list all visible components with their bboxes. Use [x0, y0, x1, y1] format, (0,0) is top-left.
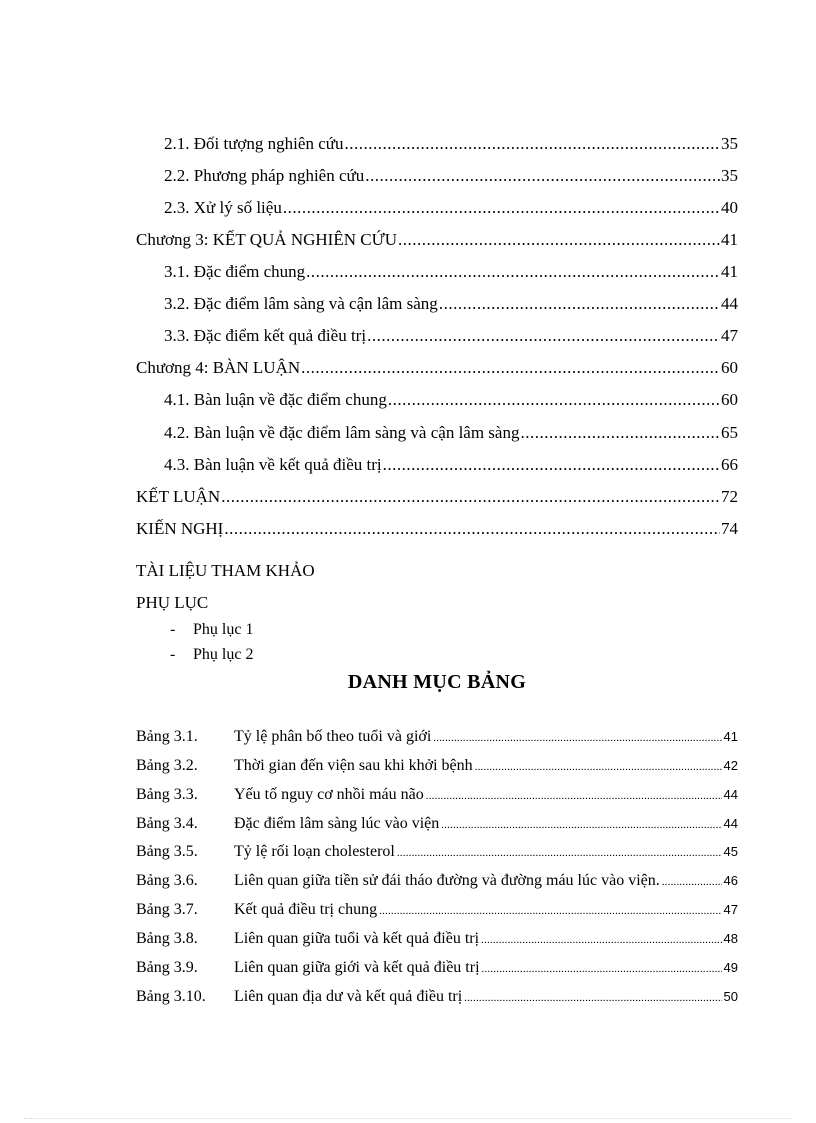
- toc-leader-dots: [301, 356, 720, 380]
- toc-entry-label: 3.3. Đặc điểm kết quả điều trị: [164, 326, 367, 345]
- table-page: 44: [723, 787, 738, 802]
- table-list-row[interactable]: [136, 869, 738, 893]
- toc-entry-label: KẾT LUẬN: [136, 487, 221, 506]
- toc-entry-page: 35: [721, 166, 738, 185]
- toc-entry-page: 35: [721, 134, 738, 153]
- table-list-heading: DANH MỤC BẢNG: [347, 671, 527, 693]
- appendix-item-label: Phụ lục 2: [193, 646, 254, 663]
- toc-leader-dots: [283, 196, 720, 220]
- toc-leader-dots: [439, 292, 720, 316]
- toc-leader-dots: [224, 517, 720, 541]
- toc-entry-label: 2.3. Xử lý số liệu: [164, 198, 282, 217]
- table-number: Bảng 3.6.: [136, 872, 198, 889]
- toc-entry-page: 65: [721, 423, 738, 442]
- table-number: Bảng 3.4.: [136, 815, 198, 832]
- toc-entry[interactable]: [164, 260, 738, 284]
- table-title: Yếu tố nguy cơ nhồi máu não: [234, 786, 424, 803]
- toc-leader-dots: [383, 453, 720, 477]
- toc-leader-dots: [344, 132, 720, 156]
- table-list-row[interactable]: [136, 927, 738, 951]
- toc-leader-dots: [520, 421, 720, 445]
- toc-leader-dots: [306, 260, 720, 284]
- table-leader-dots: [482, 957, 722, 981]
- table-leader-dots: [397, 841, 722, 865]
- table-title: Liên quan giữa tiền sử đái tháo đường và đường máu lúc vào viện.: [234, 872, 660, 889]
- toc-entry-label: 4.2. Bàn luận về đặc điểm lâm sàng và cận lâm sàng: [164, 423, 520, 442]
- table-number: Bảng 3.5.: [136, 843, 198, 860]
- toc-entry-page: 72: [721, 487, 738, 506]
- toc-chapter-entry[interactable]: [136, 485, 738, 509]
- toc-entry-label: KIẾN NGHỊ: [136, 519, 224, 538]
- table-list-row[interactable]: [136, 812, 738, 836]
- toc-entry[interactable]: [164, 421, 738, 445]
- table-number: Bảng 3.7.: [136, 901, 198, 918]
- toc-leader-dots: [221, 485, 720, 509]
- table-title: Liên quan giữa tuổi và kết quả điều trị: [234, 930, 480, 947]
- table-title: Tỷ lệ rối loạn cholesterol: [234, 843, 395, 860]
- table-page: 42: [723, 758, 738, 773]
- toc-chapter-entry[interactable]: [136, 228, 738, 252]
- toc-entry-page: 60: [721, 358, 738, 377]
- toc-entry[interactable]: [164, 132, 738, 156]
- table-number: Bảng 3.3.: [136, 786, 198, 803]
- table-list-row[interactable]: [136, 783, 738, 807]
- table-leader-dots: [481, 928, 721, 952]
- table-title: Liên quan giữa giới và kết quả điều trị: [234, 959, 480, 976]
- toc-entry-label: Chương 4: BÀN LUẬN: [136, 358, 301, 377]
- toc-entry[interactable]: [164, 324, 738, 348]
- toc-entry-label: 2.1. Đối tượng nghiên cứu: [164, 134, 344, 153]
- table-list-row[interactable]: [136, 956, 738, 980]
- appendix-item[interactable]: [170, 618, 253, 642]
- toc-entry[interactable]: [164, 292, 738, 316]
- table-leader-dots: [441, 813, 721, 837]
- appendix-heading[interactable]: PHỤ LỤC: [136, 593, 209, 612]
- list-dash: -: [170, 646, 176, 663]
- table-number: Bảng 3.10.: [136, 988, 206, 1005]
- table-title: Tỷ lệ phân bố theo tuổi và giới: [234, 728, 432, 745]
- table-leader-dots: [433, 726, 721, 750]
- table-leader-dots: [426, 784, 722, 808]
- toc-leader-dots: [388, 388, 720, 412]
- toc-entry-page: 44: [721, 294, 738, 313]
- toc-entry[interactable]: [164, 164, 738, 188]
- toc-entry-page: 60: [721, 390, 738, 409]
- table-page: 50: [723, 989, 738, 1004]
- table-number: Bảng 3.1.: [136, 728, 198, 745]
- table-list-row[interactable]: [136, 898, 738, 922]
- table-number: Bảng 3.9.: [136, 959, 198, 976]
- table-leader-dots: [464, 986, 721, 1010]
- table-leader-dots: [475, 755, 722, 779]
- appendix-item-label: Phụ lục 1: [193, 621, 254, 638]
- toc-chapter-entry[interactable]: [136, 517, 738, 541]
- toc-entry-label: 4.1. Bàn luận về đặc điểm chung: [164, 390, 387, 409]
- table-list-row[interactable]: [136, 840, 738, 864]
- toc-entry-page: 41: [721, 262, 738, 281]
- toc-entry-label: 4.3. Bàn luận về kết quả điều trị: [164, 455, 382, 474]
- table-page: 41: [723, 729, 738, 744]
- toc-leader-dots: [367, 324, 720, 348]
- table-leader-dots: [379, 899, 721, 923]
- toc-leader-dots: [365, 164, 720, 188]
- toc-entry-label: 3.2. Đặc điểm lâm sàng và cận lâm sàng: [164, 294, 438, 313]
- table-page: 47: [723, 902, 738, 917]
- toc-entry-page: 74: [721, 519, 738, 538]
- toc-entry-page: 41: [721, 230, 738, 249]
- toc-entry-page: 40: [721, 198, 738, 217]
- table-title: Liên quan địa dư và kết quả điều trị: [234, 988, 463, 1005]
- table-page: 46: [723, 873, 738, 888]
- appendix-item[interactable]: [170, 643, 253, 667]
- table-list-row[interactable]: [136, 985, 738, 1009]
- toc-entry[interactable]: [164, 453, 738, 477]
- toc-chapter-entry[interactable]: [136, 356, 738, 380]
- table-page: 45: [723, 844, 738, 859]
- table-title: Đặc điểm lâm sàng lúc vào viện: [234, 815, 440, 832]
- toc-entry-label: 2.2. Phương pháp nghiên cứu: [164, 166, 365, 185]
- toc-entry-label: 3.1. Đặc điểm chung: [164, 262, 306, 281]
- table-title: Thời gian đến viện sau khi khởi bệnh: [234, 757, 473, 774]
- table-page: 48: [723, 931, 738, 946]
- toc-entry[interactable]: [164, 196, 738, 220]
- list-dash: -: [170, 621, 176, 638]
- toc-entry-page: 47: [721, 326, 738, 345]
- toc-leader-dots: [398, 228, 720, 252]
- table-page: 49: [723, 960, 738, 975]
- table-leader-dots: [662, 870, 722, 894]
- toc-entry-label: Chương 3: KẾT QUẢ NGHIÊN CỨU: [136, 230, 398, 249]
- toc-entry-page: 66: [721, 455, 738, 474]
- table-page: 44: [723, 816, 738, 831]
- page-bottom-border: [24, 1118, 792, 1119]
- table-list-row[interactable]: [136, 754, 738, 778]
- references-heading[interactable]: TÀI LIỆU THAM KHẢO: [136, 561, 315, 580]
- table-title: Kết quả điều trị chung: [234, 901, 378, 918]
- table-number: Bảng 3.2.: [136, 757, 198, 774]
- table-number: Bảng 3.8.: [136, 930, 198, 947]
- table-list-row[interactable]: [136, 725, 738, 749]
- toc-entry[interactable]: [164, 388, 738, 412]
